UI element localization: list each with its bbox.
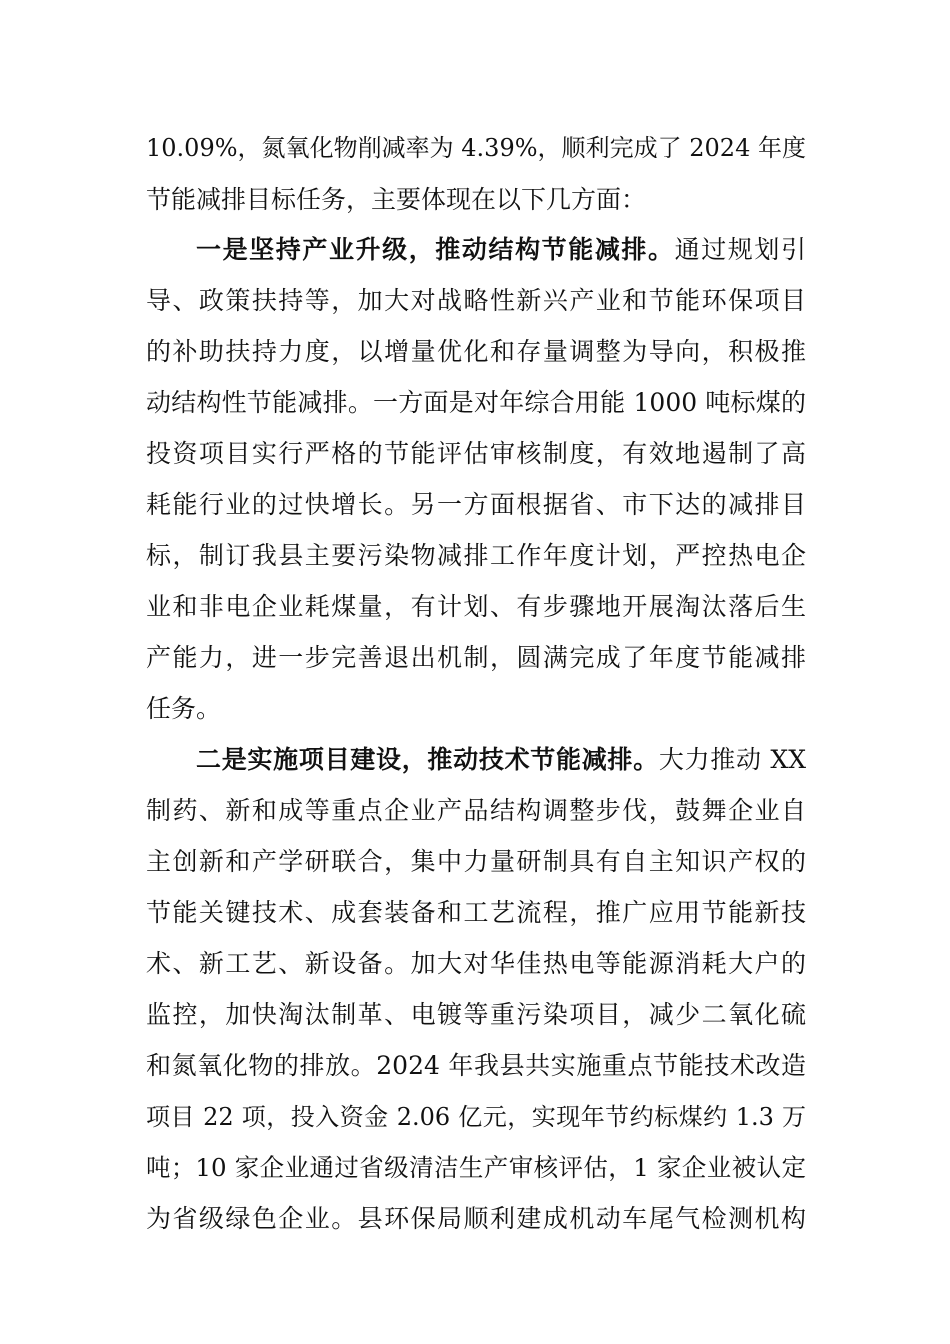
paragraph-line: 标，制订我县主要污染物减排工作年度计划，严控热电企 [146, 541, 806, 570]
paragraph-line: 业和非电企业耗煤量，有计划、有步骤地开展淘汰落后生 [146, 592, 806, 621]
paragraph-heading: 二是实施项目建设，推动技术节能减排。 [196, 745, 659, 774]
paragraph-line: 任务。 [146, 694, 222, 723]
paragraph-line: 节能关键技术、成套装备和工艺流程，推广应用节能新技 [146, 898, 806, 927]
paragraph-line: 节能减排目标任务，主要体现在以下几方面： [146, 185, 647, 214]
paragraph-line: 术、新工艺、新设备。加大对华佳热电等能源消耗大户的 [146, 949, 806, 978]
paragraph-line: 导、政策扶持等，加大对战略性新兴产业和节能环保项目 [146, 286, 806, 315]
paragraph-line: 的补助扶持力度，以增量优化和存量调整为导向，积极推 [146, 337, 806, 366]
paragraph-line: 产能力，进一步完善退出机制，圆满完成了年度节能减排 [146, 643, 806, 672]
paragraph-line: 耗能行业的过快增长。另一方面根据省、市下达的减排目 [146, 490, 806, 519]
paragraph-line: 制药、新和成等重点企业产品结构调整步伐，鼓舞企业自 [146, 796, 806, 825]
paragraph-heading: 一是坚持产业升级，推动结构节能减排。 [196, 235, 675, 264]
paragraph-line: 吨；10 家企业通过省级清洁生产审核评估，1 家企业被认定 [146, 1153, 806, 1182]
paragraph-text: 通过规划引 [674, 235, 806, 264]
paragraph-line: 主创新和产学研联合，集中力量研制具有自主知识产权的 [146, 847, 806, 876]
paragraph-line: 动结构性节能减排。一方面是对年综合用能 1000 吨标煤的 [146, 388, 806, 417]
paragraph-line [196, 230, 806, 270]
paragraph-line [196, 740, 806, 780]
paragraph-line: 和氮氧化物的排放。2024 年我县共实施重点节能技术改造 [146, 1051, 806, 1080]
paragraph-line: 为省级绿色企业。县环保局顺利建成机动车尾气检测机构 [146, 1204, 806, 1233]
paragraph-text: 大力推动 XX [658, 745, 806, 774]
paragraph-line: 项目 22 项，投入资金 2.06 亿元，实现年节约标煤约 1.3 万 [146, 1103, 806, 1131]
paragraph-line: 投资项目实行严格的节能评估审核制度，有效地遏制了高 [146, 439, 806, 468]
paragraph-line: 10.09%，氮氧化物削减率为 4.39%，顺利完成了 2024 年度 [146, 134, 806, 162]
paragraph-line: 监控，加快淘汰制革、电镀等重污染项目，减少二氧化硫 [146, 1000, 806, 1029]
